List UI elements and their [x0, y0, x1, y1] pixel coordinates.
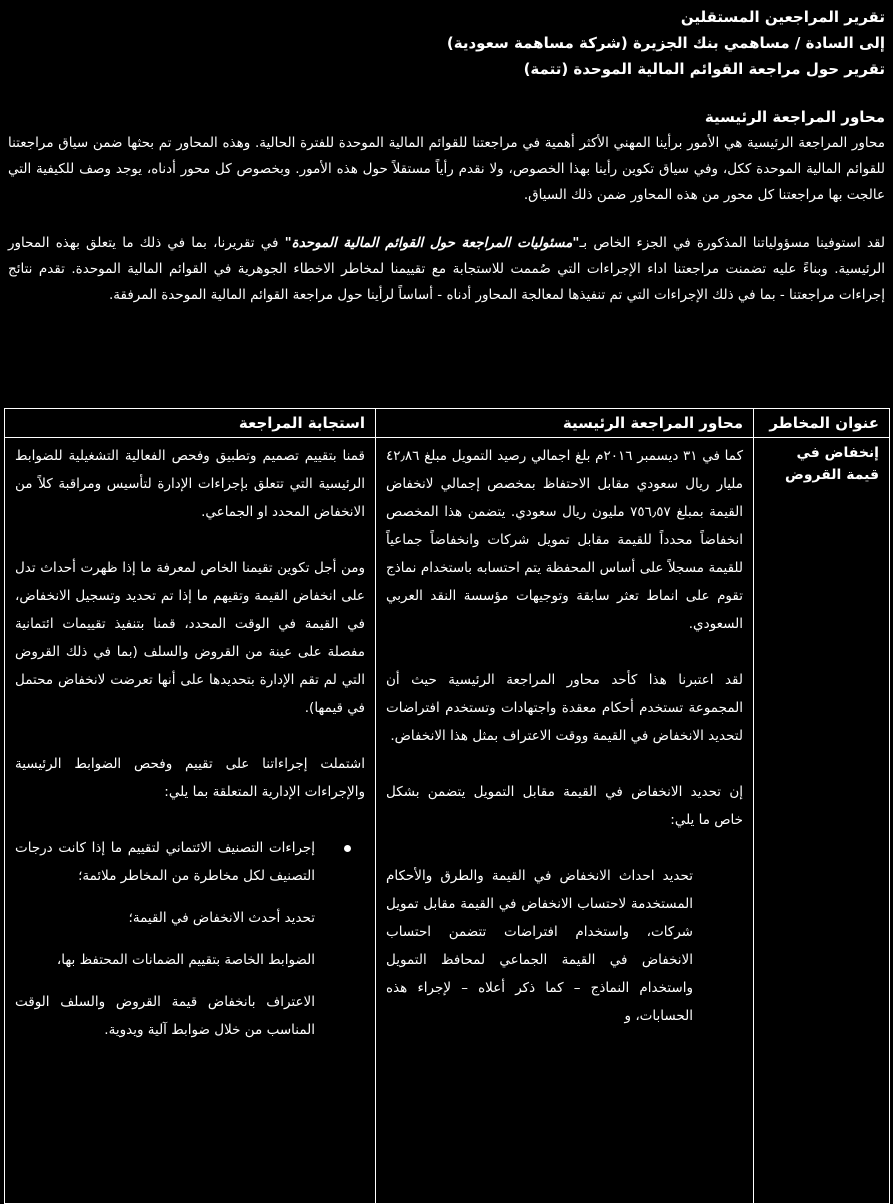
key-audit-matters-table [4, 408, 890, 1204]
paragraph-text: لقد استوفينا مسؤولياتنا المذكورة في الجزء الخاص بـ [579, 235, 885, 251]
audit-response-paragraph: اشتملت إجراءاتنا على تقييم وفحص الضوابط الرئيسية والإجراءات الإدارية المتعلقة بما يلي: [15, 756, 365, 800]
key-matter-cell [376, 438, 754, 1204]
risk-title-text: إنخفاض في قيمة القروض [784, 445, 879, 483]
report-addressee: إلى السادة / مساهمي بنك الجزيرة (شركة مساهمة سعودية) [446, 34, 885, 52]
key-matter-paragraph: لقد اعتبرنا هذا كأحد محاور المراجعة الرئيسية حيث أن المجموعة تستخدم أحكام معقدة واجتهادات وتستخدم افتراضات لتحديد الانخفاض في القيمة ووقت الاعتراف بمثل هذا الانخفاض. [386, 672, 743, 744]
key-matter-paragraph: كما في ٣١ ديسمبر ٢٠١٦م بلغ اجمالي رصيد التمويل مبلغ ٤٢٫٨٦ مليار ريال سعودي مقابل الاحتفاظ بمخصص إجمالي لانخفاض القيمة بمبلغ ٧٥٦٫٥٧ مليون ريال سعودي. يتضمن هذا المخصص انخفاضاً محدداً للقيمة مقابل تمويل شركات وانخفاضاً جماعياً للقيمة مسجلاً على أساس المحفظة يتم احتسابه باستخدام نماذج تقوم على انماط تعثر سابقة وتوجيهات مؤسسة النقد العربي السعودي. [386, 448, 743, 632]
kam-responsibility-paragraph [8, 230, 885, 308]
emphasized-reference: "مسئوليات المراجعة حول القوائم المالية الموحدة" [284, 235, 580, 251]
audit-response-list-item: الاعتراف بانخفاض قيمة القروض والسلف الوقت المناسب من خلال ضوابط آلية ويدوية. [15, 994, 315, 1038]
audit-response-list-item: تحديد أحدث الانخفاض في القيمة؛ [128, 910, 315, 926]
paragraph-text: في تقريرنا، بما في ذلك ما يتعلق بهذه المحاور الرئيسية. وبناءً عليه تضمنت مراجعتنا اداء الإجراءات التي صُممت للاستجابة مع تقييمنا لمخاطر الاخطاء الجوهرية في القوائم المالية الموحدة. تقدم نتائج إجراءات مراجعتنا - بما في ذلك الإجراءات التي تم تنفيذها لمعالجة المحاور أدناه - أساساً لرأينا حول مراجعة القوائم المالية الموحدة المرفقة. [8, 235, 885, 303]
bullet-text: إجراءات التصنيف الائتماني لتقييم ما إذا كانت درجات التصنيف لكل مخاطرة من المخاطر ملائمة؛ [15, 840, 315, 884]
risk-title-cell [754, 438, 890, 1204]
table-header-row [5, 409, 890, 438]
report-title: تقرير المراجعين المستقلين [680, 8, 885, 26]
kam-intro-paragraph: محاور المراجعة الرئيسية هي الأمور برأينا المهني الأكثر أهمية في مراجعتنا للقوائم المالية الموحدة للفترة الحالية. وهذه المحاور تم بحثها ضمن سياق مراجعتنا للقوائم المالية الموحدة ككل، وفي سياق تكوين رأينا بهذا الخصوص، ولا نقدم رأياً مستقلاً حول هذه الأمور. وبخصوص كل محور أدناه، يوجد وصف للكيفية التي عالجت بها مراجعتنا كل محور من هذه المحاور ضمن ذلك السياق. [8, 135, 885, 203]
audit-response-bullet [15, 834, 365, 890]
header-key-matter: محاور المراجعة الرئيسية [376, 409, 754, 438]
audit-response-paragraph: ومن أجل تكوين تقيمنا الخاص لمعرفة ما إذا ظهرت أحداث تدل على انخفاض القيمة وتقيهم ما إذا تم تحديد وتسجيل الانخفاض، في القيمة في الوقت المحدد، قمنا بتنفيذ تقييمات ائتمانية مفصلة على عينة من القروض والسلف (بما في ذلك القروض التي لم تقم الإدارة بتحديدها على أنها تعرضت لانخفاض محتمل في قيمها). [15, 560, 365, 716]
report-subtitle: تقرير حول مراجعة القوائم المالية الموحدة (تتمة) [523, 60, 885, 78]
kam-section-title: محاور المراجعة الرئيسية [704, 108, 885, 126]
key-matter-paragraph: إن تحديد الانخفاض في القيمة مقابل التمويل يتضمن بشكل خاص ما يلي: [386, 784, 743, 828]
report-header [8, 4, 885, 82]
audit-response-paragraph: قمنا بتقييم تصميم وتطبيق وفحص الفعالية التشغيلية للضوابط الرئيسية التي تتعلق بإجراءات الإدارة لتأسيس ومراقبة كلاً من الانخفاض المحدد او الجماعي. [15, 448, 365, 520]
bullet-icon [344, 845, 351, 852]
table-row [5, 438, 890, 1204]
header-risk-title: عنوان المخاطر [754, 409, 890, 438]
key-matter-list-item: تحديد احداث الانخفاض في القيمة والطرق والأحكام المستخدمة لاحتساب الانخفاض في القيمة مقابل تمويل شركات، واستخدام افتراضات تتضمن احتساب الانخفاض في القيمة الجماعي لمحافظ التمويل واستخدام النماذج – كما ذكر أعلاه – لإجراء هذه الحسابات، و [386, 868, 693, 1024]
audit-response-cell [5, 438, 376, 1204]
audit-response-list-item: الضوابط الخاصة بتقييم الضمانات المحتفظ بها، [56, 952, 315, 968]
header-audit-response: استجابة المراجعة [5, 409, 376, 438]
